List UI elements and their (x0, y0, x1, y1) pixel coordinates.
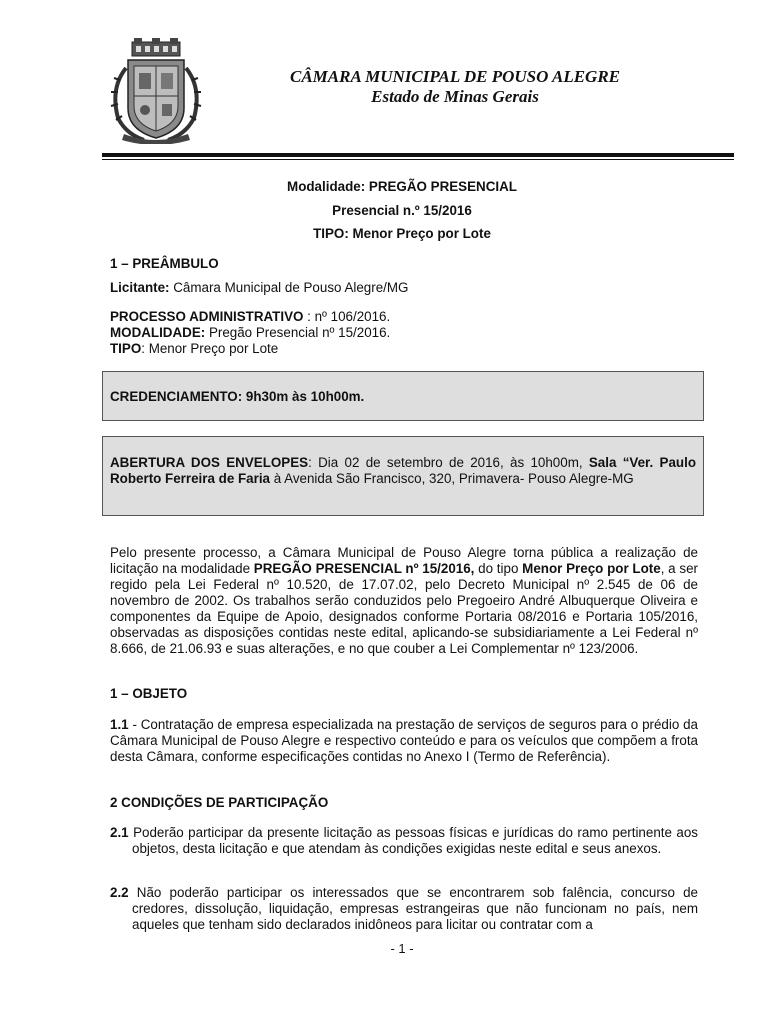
objeto-paragraph (110, 717, 698, 765)
notice-modalidade-value: PREGÃO PRESENCIAL (368, 179, 517, 194)
modalidade-value: Pregão Presencial nº 15/2016. (205, 325, 391, 340)
abertura-address: à Avenida São Francisco, 320, Primavera- Pouso Alegre-MG (270, 471, 634, 486)
intro-menor-preco: Menor Preço por Lote (522, 561, 661, 576)
abertura-sala: Sala “Ver. Paulo Roberto Ferreira de Faria (110, 455, 697, 486)
notice-modalidade-label: Modalidade: (287, 179, 369, 194)
abertura-label: ABERTURA DOS ENVELOPES (110, 455, 309, 470)
preambulo-heading: 1 – PREÂMBULO (110, 256, 219, 271)
header-divider (102, 153, 734, 157)
tipo-label: TIPO (110, 341, 142, 356)
municipal-seal-emblem (104, 38, 208, 144)
header-title: CÂMARA MUNICIPAL DE POUSO ALEGRE (290, 67, 620, 86)
objeto-heading: 1 – OBJETO (110, 686, 188, 701)
credenciamento-box (102, 371, 704, 421)
notice-tipo-value: : Menor Preço por Lote (344, 226, 491, 241)
intro-text-3: , a ser regido pela Lei Federal nº 10.520, de 17.07.02, pelo Decreto Municipal nº 2.545 de 06 de novembro de 2002. Os trabalhos serão conduzidos pelo Pregoeiro André Albuquerque Oliveira e componentes da Equipe de Apoio, designados conforme Portaria 08/2016 e Portaria 105/2016, observadas as disposições contidas neste edital, aplicando-se subsidiariamente a Lei Federal nº 8.666, de 21.06.93 e suas alterações, e no que couber a Lei Complementar nº 123/2006. (110, 561, 698, 656)
intro-text-1: Pelo presente processo, a Câmara Municipal de Pouso Alegre torna pública a realização de licitação na modalidade (110, 545, 698, 576)
participacao-item-2-1 (110, 825, 698, 857)
participacao-item-2-2 (110, 885, 698, 933)
processo-line (110, 309, 700, 325)
licitante-value: Câmara Municipal de Pouso Alegre/MG (169, 280, 409, 295)
page-number: - 1 - (390, 941, 414, 956)
intro-text-2: do tipo (474, 561, 523, 576)
credenciamento-label: CREDENCIAMENTO: (110, 389, 243, 404)
credenciamento-value: 9h30m às 10h00m. (242, 389, 365, 404)
objeto-number: 1.1 (110, 717, 129, 732)
objeto-text: - Contratação de empresa especializada na prestação de serviços de seguros para o prédio da Câmara Municipal de Pouso Alegre e respectivo conteúdo e para os veículos que compõem a frota desta Câmara, conforme especificações contidas no Anexo I (Termo de Referência). (110, 717, 698, 764)
modalidade-line (110, 325, 700, 341)
item-2-2-text: Não poderão participar os interessados que se encontrarem sob falência, concurso de credores, dissolução, liquidação, empresas estrangeiras que não funcionam no país, nem aqueles que tenham sido declarados inidôneos para licitar ou contratar com a (128, 885, 698, 932)
abertura-text (110, 455, 696, 487)
licitante-line (110, 280, 700, 296)
item-2-1-number: 2.1 (110, 825, 129, 840)
header-divider-thin (102, 159, 734, 160)
participacao-heading: 2 CONDIÇÕES DE PARTICIPAÇÃO (110, 795, 329, 810)
tipo-value: : Menor Preço por Lote (141, 341, 279, 356)
processo-label: PROCESSO ADMINISTRATIVO (110, 309, 304, 324)
modalidade-label: MODALIDADE: (110, 325, 206, 340)
notice-tipo (102, 226, 702, 241)
item-2-2-number: 2.2 (110, 885, 129, 900)
header-subtitle: Estado de Minas Gerais (371, 87, 539, 106)
processo-value: : nº 106/2016. (303, 309, 391, 324)
intro-pregao: PREGÃO PRESENCIAL nº 15/2016, (253, 561, 475, 576)
notice-tipo-label: TIPO (313, 226, 345, 241)
credenciamento-text (110, 389, 696, 405)
item-2-1-text: Poderão participar da presente licitação as pessoas físicas e jurídicas do ramo pertinente aos objetos, desta licitação e que atendam às condições exigidas neste edital e seus anexos. (128, 825, 698, 856)
notice-presencial: Presencial n.º 15/2016 (332, 203, 472, 218)
licitante-label: Licitante: (110, 280, 170, 295)
intro-paragraph (110, 545, 698, 657)
tipo-line (110, 341, 700, 357)
notice-modalidade (102, 179, 702, 194)
abertura-date: : Dia 02 de setembro de 2016, às 10h00m, (308, 455, 589, 470)
abertura-box (102, 436, 704, 516)
